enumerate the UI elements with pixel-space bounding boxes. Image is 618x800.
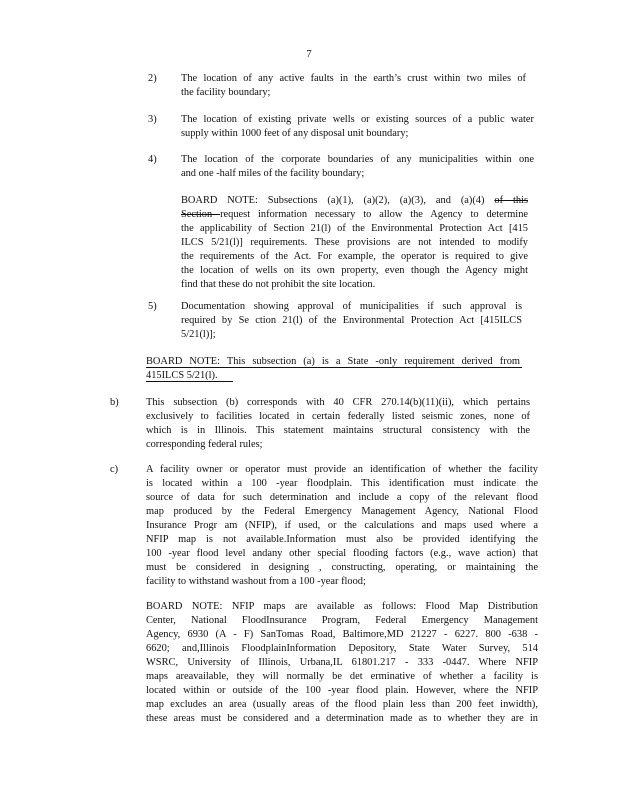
item-text xyxy=(181,153,534,181)
item-marker: c) xyxy=(110,464,119,475)
board-note-1 xyxy=(181,194,528,292)
text-line: these areas must be considered and a determination made as to whether they are in xyxy=(146,713,538,724)
underline xyxy=(146,381,233,382)
text-line: Documentation showing approval of municipalities if such approval is xyxy=(181,301,522,312)
text-line: located within or outside of the 100 -year flood plain. However, where the NFIP xyxy=(146,685,538,696)
text-line: which is in Illinois. This statement maintains structural consistency with the xyxy=(146,425,530,436)
item-marker: 2) xyxy=(148,73,157,84)
item-text xyxy=(181,72,526,100)
text-line: The location of any active faults in the earth’s crust within two miles of xyxy=(181,73,526,84)
item-text xyxy=(146,396,530,452)
text-line: find that these do not prohibit the site location. xyxy=(181,279,376,290)
text-segment: BOARD NOTE: Subsections (a)(1), (a)(2), (a)(3), and (a)(4) xyxy=(181,195,495,206)
item-text xyxy=(181,113,534,141)
text-line: ILCS 5/21(l)] requirements. These provisions are not intended to modify xyxy=(181,237,528,248)
text-line xyxy=(181,194,528,208)
text-line: map excludes an area (usually areas of the flood plain less than 200 feet inwidth), xyxy=(146,699,538,710)
text-line: 5/21(l)]; xyxy=(181,329,216,340)
text-line: must be considered in designing , constructing, operating, or maintaining the xyxy=(146,562,538,573)
text-line: exclusively to facilities located in certain federally listed seismic zones, none of xyxy=(146,411,530,422)
text-line: supply within 1000 feet of any disposal unit boundary; xyxy=(181,128,409,139)
item-marker: b) xyxy=(110,397,119,408)
text-line: The location of the corporate boundaries of any municipalities within one xyxy=(181,154,534,165)
text-line: 6620; and,Illinois FloodplainInformation Depository, State Water Survey, 514 xyxy=(146,643,538,654)
text-line: is located within a 100 -year floodplain. This identification must indicate the xyxy=(146,478,538,489)
struck-text: Section xyxy=(181,209,221,220)
text-line: 100 -year flood level andany other special flooding factors (e.g., wave action) that xyxy=(146,548,538,559)
text-line: Insurance Progr am (NFIP), if used, or the calculations and maps used where a xyxy=(146,520,538,531)
text-line: 415ILCS 5/21(l). xyxy=(146,370,218,381)
text-line: corresponding federal rules; xyxy=(146,439,263,450)
page-number: 7 xyxy=(306,49,312,60)
text-line: map produced by the Federal Emergency Management Agency, National Flood xyxy=(146,506,538,517)
text-line: the facility boundary; xyxy=(181,87,271,98)
text-line: source of data for such determination and include a copy of the relevant flood xyxy=(146,492,538,503)
text-line xyxy=(181,208,528,222)
text-line: the location of wells on its own property, even though the Agency might xyxy=(181,265,528,276)
text-line: Agency, 6930 (A - F) SanTomas Road, Baltimore,MD 21227 - 6227. 800 -638 - xyxy=(146,629,538,640)
struck-text: of this xyxy=(494,195,528,206)
text-line: Center, National FloodInsurance Program, Federal Emergency Management xyxy=(146,615,538,626)
item-text xyxy=(181,300,522,342)
board-note-2 xyxy=(146,355,520,383)
text-line: A facility owner or operator must provide an identification of whether the facility xyxy=(146,464,538,475)
text-line: BOARD NOTE: This subsection (a) is a State -only requirement derived from xyxy=(146,356,520,367)
text-line: NFIP map is not available.Information must also be provided identifying the xyxy=(146,534,538,545)
underline xyxy=(146,367,522,368)
board-note-3 xyxy=(146,600,538,726)
item-text xyxy=(146,463,538,589)
text-line: The location of existing private wells or existing sources of a public water xyxy=(181,114,534,125)
item-marker: 3) xyxy=(148,114,157,125)
item-marker: 4) xyxy=(148,154,157,165)
text-line: This subsection (b) corresponds with 40 CFR 270.14(b)(11)(ii), which pertains xyxy=(146,397,530,408)
text-segment: request information necessary to allow the Agency to determine xyxy=(220,209,529,220)
text-line: required by Se ction 21(l) of the Environmental Protection Act [415ILCS xyxy=(181,315,522,326)
text-line: the requirements of the Act. For example, the operator is required to give xyxy=(181,251,528,262)
item-marker: 5) xyxy=(148,301,157,312)
text-line: the applicability of Section 21(l) of the Environmental Protection Act [415 xyxy=(181,223,528,234)
text-line: WSRC, University of Illinois, Urbana,IL 61801.217 - 333 -0447. Where NFIP xyxy=(146,657,538,668)
text-line: BOARD NOTE: NFIP maps are available as follows: Flood Map Distribution xyxy=(146,601,538,612)
text-line: facility to withstand washout from a 100 -year flood; xyxy=(146,576,366,587)
text-line: maps areavailable, they will normally be det erminative of whether a facility is xyxy=(146,671,538,682)
text-line: and one -half miles of the facility boundary; xyxy=(181,168,365,179)
